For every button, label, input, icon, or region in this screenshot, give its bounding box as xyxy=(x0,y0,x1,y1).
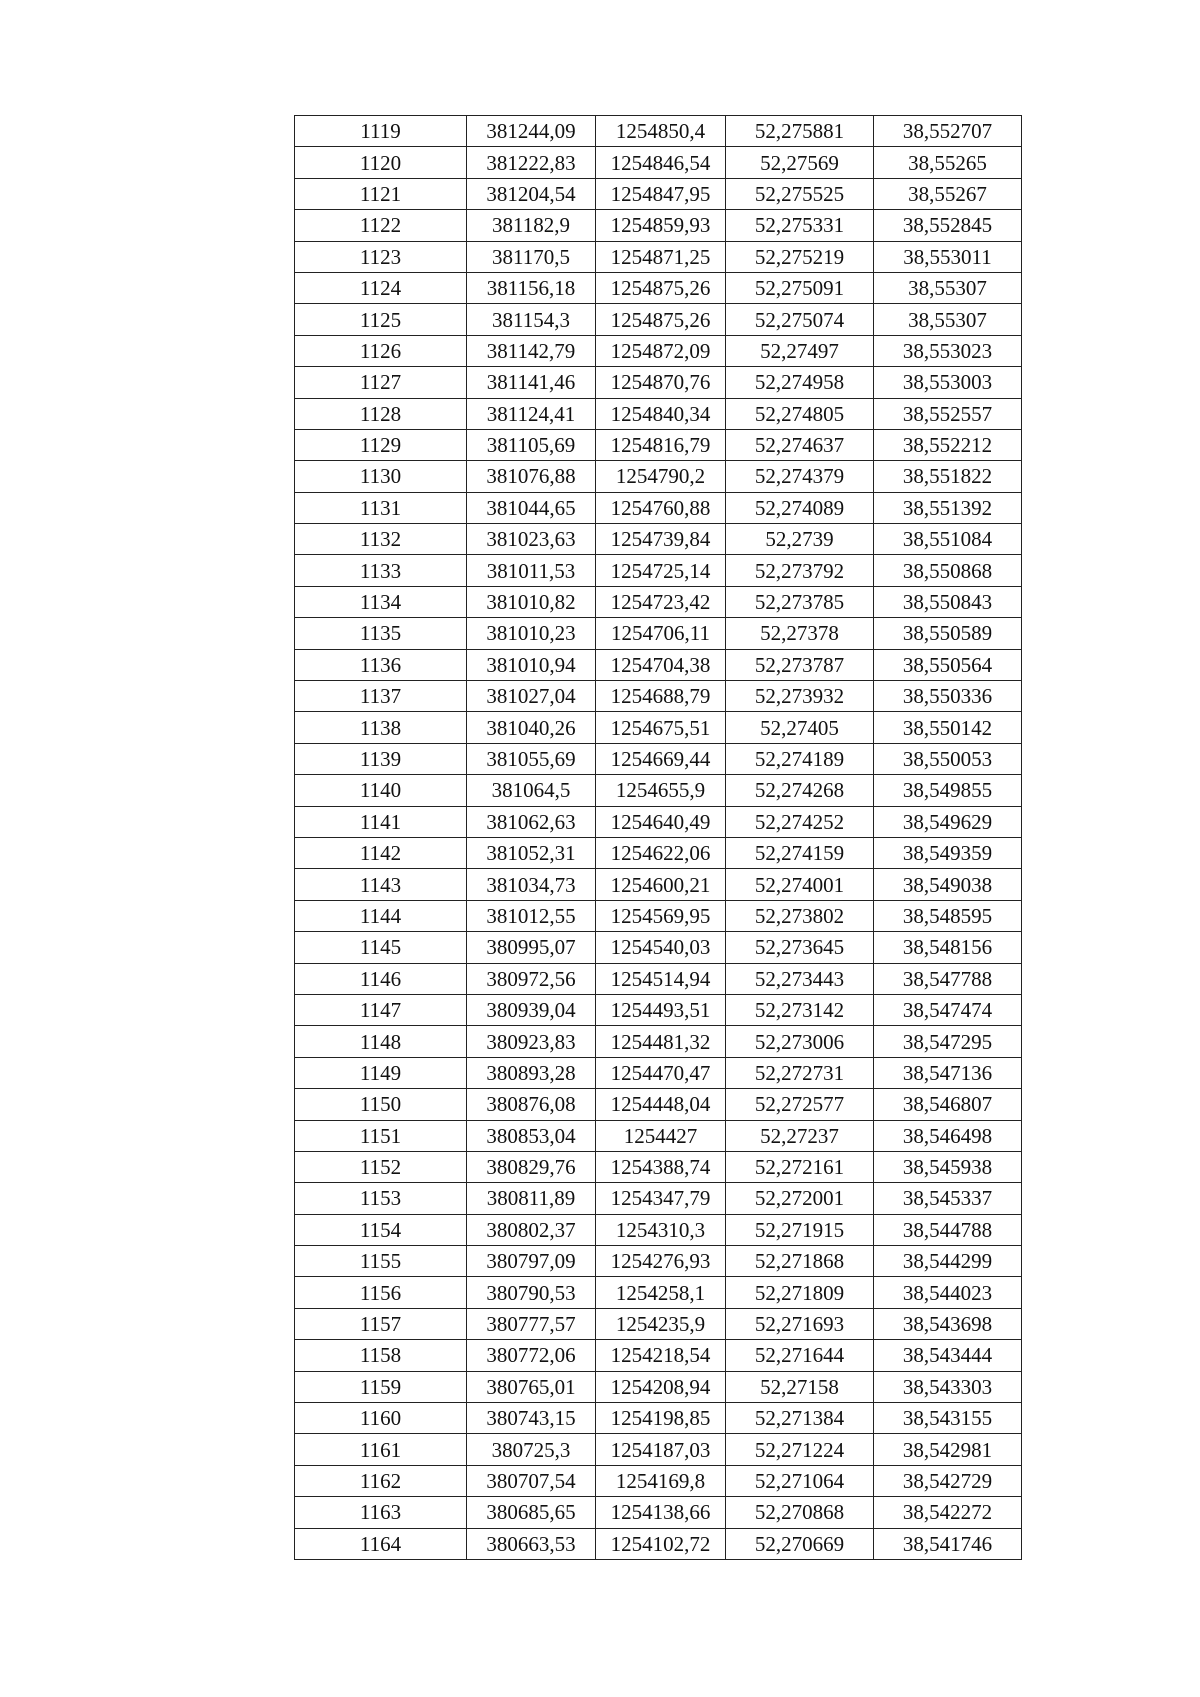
y-coordinate-cell: 1254688,79 xyxy=(596,681,726,712)
longitude-cell: 38,547788 xyxy=(874,963,1022,994)
point-number-cell: 1161 xyxy=(295,1434,467,1465)
y-coordinate-cell: 1254655,9 xyxy=(596,775,726,806)
table-row xyxy=(295,555,1022,586)
x-coordinate-cell: 381010,94 xyxy=(467,649,596,680)
x-coordinate-cell: 380797,09 xyxy=(467,1246,596,1277)
x-coordinate-cell: 380777,57 xyxy=(467,1308,596,1339)
point-number-cell: 1159 xyxy=(295,1371,467,1402)
longitude-cell: 38,550589 xyxy=(874,618,1022,649)
y-coordinate-cell: 1254138,66 xyxy=(596,1497,726,1528)
y-coordinate-cell: 1254816,79 xyxy=(596,429,726,460)
point-number-cell: 1164 xyxy=(295,1528,467,1559)
point-number-cell: 1132 xyxy=(295,524,467,555)
longitude-cell: 38,544788 xyxy=(874,1214,1022,1245)
y-coordinate-cell: 1254493,51 xyxy=(596,994,726,1025)
latitude-cell: 52,274268 xyxy=(726,775,874,806)
y-coordinate-cell: 1254208,94 xyxy=(596,1371,726,1402)
y-coordinate-cell: 1254704,38 xyxy=(596,649,726,680)
longitude-cell: 38,549038 xyxy=(874,869,1022,900)
point-number-cell: 1121 xyxy=(295,178,467,209)
longitude-cell: 38,544023 xyxy=(874,1277,1022,1308)
point-number-cell: 1140 xyxy=(295,775,467,806)
table-row xyxy=(295,1120,1022,1151)
longitude-cell: 38,547136 xyxy=(874,1057,1022,1088)
table-row xyxy=(295,837,1022,868)
x-coordinate-cell: 381010,23 xyxy=(467,618,596,649)
table-row xyxy=(295,586,1022,617)
latitude-cell: 52,274001 xyxy=(726,869,874,900)
point-number-cell: 1156 xyxy=(295,1277,467,1308)
latitude-cell: 52,275219 xyxy=(726,241,874,272)
point-number-cell: 1144 xyxy=(295,900,467,931)
longitude-cell: 38,552707 xyxy=(874,116,1022,147)
x-coordinate-cell: 380876,08 xyxy=(467,1089,596,1120)
latitude-cell: 52,272001 xyxy=(726,1183,874,1214)
y-coordinate-cell: 1254870,76 xyxy=(596,367,726,398)
latitude-cell: 52,271224 xyxy=(726,1434,874,1465)
latitude-cell: 52,274958 xyxy=(726,367,874,398)
latitude-cell: 52,274189 xyxy=(726,743,874,774)
latitude-cell: 52,271693 xyxy=(726,1308,874,1339)
table-row xyxy=(295,1089,1022,1120)
longitude-cell: 38,550564 xyxy=(874,649,1022,680)
longitude-cell: 38,546498 xyxy=(874,1120,1022,1151)
latitude-cell: 52,271384 xyxy=(726,1403,874,1434)
table-row xyxy=(295,116,1022,147)
longitude-cell: 38,542981 xyxy=(874,1434,1022,1465)
longitude-cell: 38,55307 xyxy=(874,272,1022,303)
y-coordinate-cell: 1254102,72 xyxy=(596,1528,726,1559)
x-coordinate-cell: 381011,53 xyxy=(467,555,596,586)
table-row xyxy=(295,1371,1022,1402)
x-coordinate-cell: 380811,89 xyxy=(467,1183,596,1214)
table-row xyxy=(295,272,1022,303)
table-row xyxy=(295,147,1022,178)
point-number-cell: 1143 xyxy=(295,869,467,900)
table-row xyxy=(295,743,1022,774)
point-number-cell: 1142 xyxy=(295,837,467,868)
point-number-cell: 1151 xyxy=(295,1120,467,1151)
x-coordinate-cell: 380685,65 xyxy=(467,1497,596,1528)
table-row xyxy=(295,304,1022,335)
latitude-cell: 52,273006 xyxy=(726,1026,874,1057)
y-coordinate-cell: 1254448,04 xyxy=(596,1089,726,1120)
table-row xyxy=(295,994,1022,1025)
longitude-cell: 38,553003 xyxy=(874,367,1022,398)
y-coordinate-cell: 1254481,32 xyxy=(596,1026,726,1057)
x-coordinate-cell: 380972,56 xyxy=(467,963,596,994)
latitude-cell: 52,27378 xyxy=(726,618,874,649)
y-coordinate-cell: 1254872,09 xyxy=(596,335,726,366)
latitude-cell: 52,27569 xyxy=(726,147,874,178)
latitude-cell: 52,275525 xyxy=(726,178,874,209)
table-row xyxy=(295,1057,1022,1088)
y-coordinate-cell: 1254470,47 xyxy=(596,1057,726,1088)
longitude-cell: 38,550336 xyxy=(874,681,1022,712)
table-row xyxy=(295,1308,1022,1339)
point-number-cell: 1130 xyxy=(295,461,467,492)
x-coordinate-cell: 380725,3 xyxy=(467,1434,596,1465)
x-coordinate-cell: 381034,73 xyxy=(467,869,596,900)
x-coordinate-cell: 381154,3 xyxy=(467,304,596,335)
x-coordinate-cell: 381141,46 xyxy=(467,367,596,398)
latitude-cell: 52,27497 xyxy=(726,335,874,366)
x-coordinate-cell: 381010,82 xyxy=(467,586,596,617)
y-coordinate-cell: 1254258,1 xyxy=(596,1277,726,1308)
table-row xyxy=(295,1214,1022,1245)
x-coordinate-cell: 381076,88 xyxy=(467,461,596,492)
x-coordinate-cell: 380663,53 xyxy=(467,1528,596,1559)
table-row xyxy=(295,963,1022,994)
x-coordinate-cell: 380772,06 xyxy=(467,1340,596,1371)
x-coordinate-cell: 381222,83 xyxy=(467,147,596,178)
longitude-cell: 38,552212 xyxy=(874,429,1022,460)
longitude-cell: 38,550868 xyxy=(874,555,1022,586)
y-coordinate-cell: 1254725,14 xyxy=(596,555,726,586)
longitude-cell: 38,55265 xyxy=(874,147,1022,178)
longitude-cell: 38,550053 xyxy=(874,743,1022,774)
latitude-cell: 52,275881 xyxy=(726,116,874,147)
x-coordinate-cell: 380743,15 xyxy=(467,1403,596,1434)
y-coordinate-cell: 1254600,21 xyxy=(596,869,726,900)
point-number-cell: 1128 xyxy=(295,398,467,429)
longitude-cell: 38,553011 xyxy=(874,241,1022,272)
y-coordinate-cell: 1254723,42 xyxy=(596,586,726,617)
x-coordinate-cell: 381040,26 xyxy=(467,712,596,743)
longitude-cell: 38,55307 xyxy=(874,304,1022,335)
x-coordinate-cell: 381170,5 xyxy=(467,241,596,272)
x-coordinate-cell: 380765,01 xyxy=(467,1371,596,1402)
table-row xyxy=(295,1026,1022,1057)
longitude-cell: 38,546807 xyxy=(874,1089,1022,1120)
y-coordinate-cell: 1254569,95 xyxy=(596,900,726,931)
x-coordinate-cell: 381012,55 xyxy=(467,900,596,931)
longitude-cell: 38,543303 xyxy=(874,1371,1022,1402)
table-row xyxy=(295,869,1022,900)
latitude-cell: 52,274252 xyxy=(726,806,874,837)
latitude-cell: 52,27237 xyxy=(726,1120,874,1151)
y-coordinate-cell: 1254859,93 xyxy=(596,210,726,241)
point-number-cell: 1126 xyxy=(295,335,467,366)
longitude-cell: 38,542729 xyxy=(874,1465,1022,1496)
point-number-cell: 1131 xyxy=(295,492,467,523)
table-row xyxy=(295,712,1022,743)
y-coordinate-cell: 1254640,49 xyxy=(596,806,726,837)
y-coordinate-cell: 1254760,88 xyxy=(596,492,726,523)
longitude-cell: 38,545337 xyxy=(874,1183,1022,1214)
coordinates-table-body xyxy=(295,116,1022,1560)
longitude-cell: 38,541746 xyxy=(874,1528,1022,1559)
x-coordinate-cell: 381204,54 xyxy=(467,178,596,209)
x-coordinate-cell: 380853,04 xyxy=(467,1120,596,1151)
x-coordinate-cell: 381062,63 xyxy=(467,806,596,837)
point-number-cell: 1145 xyxy=(295,932,467,963)
point-number-cell: 1148 xyxy=(295,1026,467,1057)
table-row xyxy=(295,900,1022,931)
y-coordinate-cell: 1254622,06 xyxy=(596,837,726,868)
latitude-cell: 52,273645 xyxy=(726,932,874,963)
longitude-cell: 38,550843 xyxy=(874,586,1022,617)
table-row xyxy=(295,1465,1022,1496)
table-row xyxy=(295,1183,1022,1214)
point-number-cell: 1157 xyxy=(295,1308,467,1339)
x-coordinate-cell: 380923,83 xyxy=(467,1026,596,1057)
table-row xyxy=(295,932,1022,963)
table-row xyxy=(295,1151,1022,1182)
latitude-cell: 52,271064 xyxy=(726,1465,874,1496)
point-number-cell: 1149 xyxy=(295,1057,467,1088)
latitude-cell: 52,272577 xyxy=(726,1089,874,1120)
point-number-cell: 1127 xyxy=(295,367,467,398)
latitude-cell: 52,271644 xyxy=(726,1340,874,1371)
latitude-cell: 52,274379 xyxy=(726,461,874,492)
longitude-cell: 38,545938 xyxy=(874,1151,1022,1182)
longitude-cell: 38,547295 xyxy=(874,1026,1022,1057)
y-coordinate-cell: 1254187,03 xyxy=(596,1434,726,1465)
point-number-cell: 1155 xyxy=(295,1246,467,1277)
x-coordinate-cell: 381182,9 xyxy=(467,210,596,241)
x-coordinate-cell: 381064,5 xyxy=(467,775,596,806)
longitude-cell: 38,549359 xyxy=(874,837,1022,868)
table-row xyxy=(295,524,1022,555)
point-number-cell: 1137 xyxy=(295,681,467,712)
point-number-cell: 1139 xyxy=(295,743,467,774)
latitude-cell: 52,271868 xyxy=(726,1246,874,1277)
point-number-cell: 1135 xyxy=(295,618,467,649)
point-number-cell: 1147 xyxy=(295,994,467,1025)
y-coordinate-cell: 1254669,44 xyxy=(596,743,726,774)
point-number-cell: 1162 xyxy=(295,1465,467,1496)
table-row xyxy=(295,1497,1022,1528)
point-number-cell: 1120 xyxy=(295,147,467,178)
point-number-cell: 1136 xyxy=(295,649,467,680)
y-coordinate-cell: 1254871,25 xyxy=(596,241,726,272)
point-number-cell: 1146 xyxy=(295,963,467,994)
y-coordinate-cell: 1254347,79 xyxy=(596,1183,726,1214)
longitude-cell: 38,553023 xyxy=(874,335,1022,366)
table-row xyxy=(295,1340,1022,1371)
y-coordinate-cell: 1254875,26 xyxy=(596,272,726,303)
table-row xyxy=(295,367,1022,398)
latitude-cell: 52,275091 xyxy=(726,272,874,303)
table-row xyxy=(295,1277,1022,1308)
point-number-cell: 1150 xyxy=(295,1089,467,1120)
longitude-cell: 38,543444 xyxy=(874,1340,1022,1371)
coordinates-table xyxy=(294,115,1022,1560)
latitude-cell: 52,274805 xyxy=(726,398,874,429)
table-row xyxy=(295,1403,1022,1434)
latitude-cell: 52,274159 xyxy=(726,837,874,868)
y-coordinate-cell: 1254790,2 xyxy=(596,461,726,492)
y-coordinate-cell: 1254198,85 xyxy=(596,1403,726,1434)
point-number-cell: 1125 xyxy=(295,304,467,335)
y-coordinate-cell: 1254675,51 xyxy=(596,712,726,743)
point-number-cell: 1119 xyxy=(295,116,467,147)
latitude-cell: 52,273932 xyxy=(726,681,874,712)
latitude-cell: 52,273443 xyxy=(726,963,874,994)
x-coordinate-cell: 381156,18 xyxy=(467,272,596,303)
longitude-cell: 38,550142 xyxy=(874,712,1022,743)
latitude-cell: 52,2739 xyxy=(726,524,874,555)
longitude-cell: 38,548156 xyxy=(874,932,1022,963)
table-row xyxy=(295,806,1022,837)
x-coordinate-cell: 381023,63 xyxy=(467,524,596,555)
x-coordinate-cell: 381105,69 xyxy=(467,429,596,460)
latitude-cell: 52,273142 xyxy=(726,994,874,1025)
longitude-cell: 38,552557 xyxy=(874,398,1022,429)
table-row xyxy=(295,775,1022,806)
x-coordinate-cell: 380893,28 xyxy=(467,1057,596,1088)
latitude-cell: 52,271915 xyxy=(726,1214,874,1245)
table-row xyxy=(295,618,1022,649)
latitude-cell: 52,27158 xyxy=(726,1371,874,1402)
x-coordinate-cell: 381055,69 xyxy=(467,743,596,774)
table-row xyxy=(295,1434,1022,1465)
point-number-cell: 1122 xyxy=(295,210,467,241)
y-coordinate-cell: 1254427 xyxy=(596,1120,726,1151)
longitude-cell: 38,542272 xyxy=(874,1497,1022,1528)
table-row xyxy=(295,1246,1022,1277)
longitude-cell: 38,55267 xyxy=(874,178,1022,209)
longitude-cell: 38,552845 xyxy=(874,210,1022,241)
x-coordinate-cell: 381044,65 xyxy=(467,492,596,523)
point-number-cell: 1160 xyxy=(295,1403,467,1434)
latitude-cell: 52,273802 xyxy=(726,900,874,931)
y-coordinate-cell: 1254540,03 xyxy=(596,932,726,963)
point-number-cell: 1123 xyxy=(295,241,467,272)
table-row xyxy=(295,492,1022,523)
y-coordinate-cell: 1254706,11 xyxy=(596,618,726,649)
table-row xyxy=(295,241,1022,272)
x-coordinate-cell: 380829,76 xyxy=(467,1151,596,1182)
longitude-cell: 38,549629 xyxy=(874,806,1022,837)
longitude-cell: 38,543698 xyxy=(874,1308,1022,1339)
table-row xyxy=(295,178,1022,209)
y-coordinate-cell: 1254840,34 xyxy=(596,398,726,429)
point-number-cell: 1152 xyxy=(295,1151,467,1182)
point-number-cell: 1141 xyxy=(295,806,467,837)
point-number-cell: 1134 xyxy=(295,586,467,617)
x-coordinate-cell: 381142,79 xyxy=(467,335,596,366)
point-number-cell: 1138 xyxy=(295,712,467,743)
x-coordinate-cell: 380802,37 xyxy=(467,1214,596,1245)
latitude-cell: 52,274637 xyxy=(726,429,874,460)
table-row xyxy=(295,429,1022,460)
longitude-cell: 38,551392 xyxy=(874,492,1022,523)
x-coordinate-cell: 380790,53 xyxy=(467,1277,596,1308)
y-coordinate-cell: 1254847,95 xyxy=(596,178,726,209)
point-number-cell: 1158 xyxy=(295,1340,467,1371)
y-coordinate-cell: 1254310,3 xyxy=(596,1214,726,1245)
y-coordinate-cell: 1254235,9 xyxy=(596,1308,726,1339)
table-row xyxy=(295,398,1022,429)
latitude-cell: 52,270868 xyxy=(726,1497,874,1528)
point-number-cell: 1163 xyxy=(295,1497,467,1528)
longitude-cell: 38,544299 xyxy=(874,1246,1022,1277)
latitude-cell: 52,273785 xyxy=(726,586,874,617)
x-coordinate-cell: 380995,07 xyxy=(467,932,596,963)
y-coordinate-cell: 1254739,84 xyxy=(596,524,726,555)
latitude-cell: 52,275331 xyxy=(726,210,874,241)
y-coordinate-cell: 1254276,93 xyxy=(596,1246,726,1277)
x-coordinate-cell: 381124,41 xyxy=(467,398,596,429)
latitude-cell: 52,274089 xyxy=(726,492,874,523)
latitude-cell: 52,27405 xyxy=(726,712,874,743)
y-coordinate-cell: 1254218,54 xyxy=(596,1340,726,1371)
x-coordinate-cell: 381052,31 xyxy=(467,837,596,868)
y-coordinate-cell: 1254846,54 xyxy=(596,147,726,178)
point-number-cell: 1153 xyxy=(295,1183,467,1214)
point-number-cell: 1129 xyxy=(295,429,467,460)
latitude-cell: 52,273792 xyxy=(726,555,874,586)
table-row xyxy=(295,1528,1022,1559)
longitude-cell: 38,551084 xyxy=(874,524,1022,555)
x-coordinate-cell: 381244,09 xyxy=(467,116,596,147)
table-row xyxy=(295,681,1022,712)
point-number-cell: 1124 xyxy=(295,272,467,303)
longitude-cell: 38,547474 xyxy=(874,994,1022,1025)
table-row xyxy=(295,210,1022,241)
latitude-cell: 52,271809 xyxy=(726,1277,874,1308)
table-row xyxy=(295,461,1022,492)
longitude-cell: 38,543155 xyxy=(874,1403,1022,1434)
longitude-cell: 38,548595 xyxy=(874,900,1022,931)
y-coordinate-cell: 1254514,94 xyxy=(596,963,726,994)
latitude-cell: 52,272731 xyxy=(726,1057,874,1088)
latitude-cell: 52,272161 xyxy=(726,1151,874,1182)
y-coordinate-cell: 1254169,8 xyxy=(596,1465,726,1496)
longitude-cell: 38,549855 xyxy=(874,775,1022,806)
table-row xyxy=(295,335,1022,366)
latitude-cell: 52,273787 xyxy=(726,649,874,680)
x-coordinate-cell: 380707,54 xyxy=(467,1465,596,1496)
x-coordinate-cell: 381027,04 xyxy=(467,681,596,712)
longitude-cell: 38,551822 xyxy=(874,461,1022,492)
point-number-cell: 1133 xyxy=(295,555,467,586)
y-coordinate-cell: 1254850,4 xyxy=(596,116,726,147)
point-number-cell: 1154 xyxy=(295,1214,467,1245)
y-coordinate-cell: 1254875,26 xyxy=(596,304,726,335)
y-coordinate-cell: 1254388,74 xyxy=(596,1151,726,1182)
table-row xyxy=(295,649,1022,680)
latitude-cell: 52,275074 xyxy=(726,304,874,335)
x-coordinate-cell: 380939,04 xyxy=(467,994,596,1025)
latitude-cell: 52,270669 xyxy=(726,1528,874,1559)
